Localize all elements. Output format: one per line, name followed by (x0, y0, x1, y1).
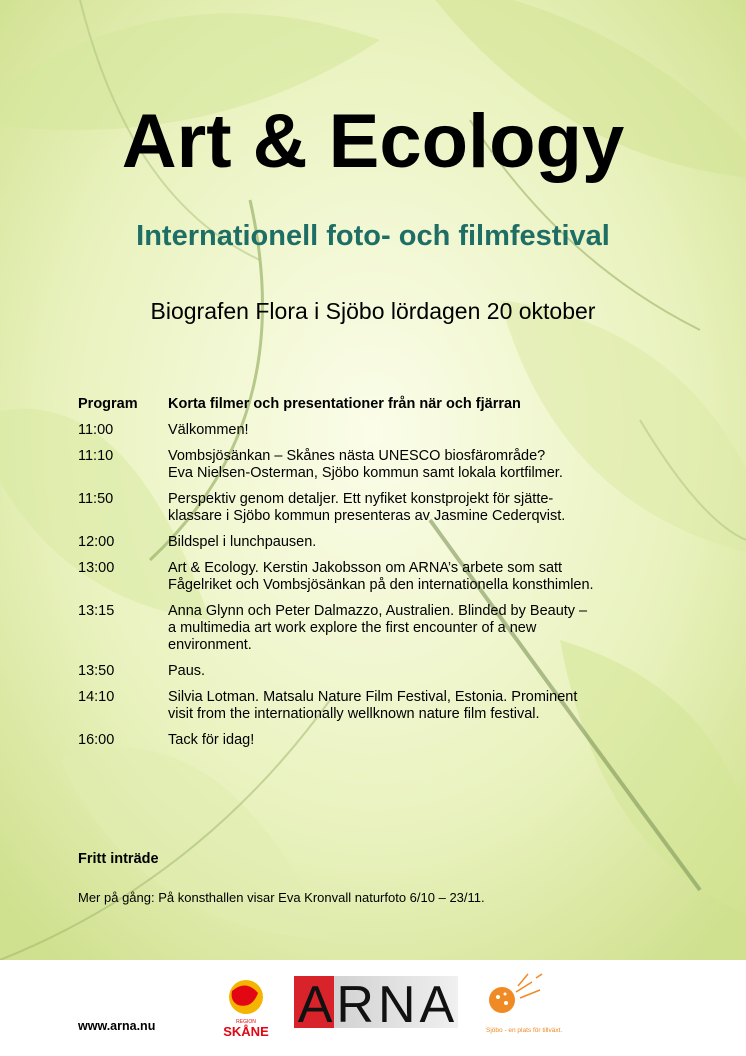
program-line: Välkommen! (168, 422, 249, 438)
program-line: visit from the internationally wellknown nature film festival. (168, 706, 540, 722)
program-item (78, 491, 718, 525)
program-line: Fågelriket och Vombsjösänkan på den internationella konsthimlen. (168, 577, 594, 593)
program-description (168, 448, 718, 482)
poster-subtitle: Internationell foto- och filmfestival (136, 220, 610, 252)
arna-text: ARNA (297, 976, 458, 1028)
venue-date: Biografen Flora i Sjöbo lördagen 20 oktober (150, 298, 596, 324)
skane-small-text: REGION (236, 1019, 256, 1025)
program-item (78, 732, 718, 749)
program-description (168, 422, 718, 439)
program-time: 11:00 (78, 422, 114, 438)
program-time: 14:10 (78, 689, 115, 705)
program-time: 16:00 (78, 732, 115, 748)
program-line: Paus. (168, 663, 206, 679)
program-item (78, 663, 718, 680)
program-item (78, 422, 718, 439)
program-item (78, 448, 718, 482)
program-description (168, 491, 718, 525)
free-entry: Fritt inträde (78, 851, 159, 867)
program-line: Art & Ecology. Kerstin Jakobsson om ARNA’s arbete som satt (168, 560, 563, 576)
program-line: Perspektiv genom detaljer. Ett nyfiket konstprojekt för sjätte- (168, 491, 554, 507)
program-line: klassare i Sjöbo kommun presenteras av Jasmine Cederqvist. (168, 508, 566, 524)
program-item (78, 560, 718, 594)
poster-title: Art & Ecology (121, 99, 625, 184)
skane-name-text: SKÅNE (223, 1024, 269, 1039)
program-header-label: Program (78, 396, 138, 412)
website-link[interactable]: www.arna.nu (78, 1019, 156, 1033)
program-time: 11:10 (78, 448, 114, 464)
program-time: 13:15 (78, 603, 115, 619)
program-header-description: Korta filmer och presentationer från när och fjärran (168, 396, 521, 412)
more-events: Mer på gång: På konsthallen visar Eva Kronvall naturfoto 6/10 – 23/11. (78, 890, 485, 905)
program-line: a multimedia art work explore the first encounter of a new (168, 620, 537, 636)
program-line: environment. (168, 637, 252, 653)
program-line: Anna Glynn och Peter Dalmazzo, Australien. Blinded by Beauty – (168, 603, 588, 619)
program-time: 12:00 (78, 534, 115, 550)
region-skane-logo (218, 975, 274, 1039)
program-line: Bildspel i lunchpausen. (168, 534, 317, 550)
program-line: Silvia Lotman. Matsalu Nature Film Festival, Estonia. Prominent (168, 689, 578, 705)
program-description (168, 732, 718, 749)
sjobo-tagline: Sjöbo - en plats för tillväxt. (486, 1027, 563, 1034)
program-line: Tack för idag! (168, 732, 255, 748)
program-time: 13:00 (78, 560, 115, 576)
program-description (168, 560, 718, 594)
program-item (78, 689, 718, 723)
program-description (168, 663, 718, 680)
program-time: 13:50 (78, 663, 115, 679)
program-description (168, 534, 718, 551)
program-description (168, 603, 718, 654)
program-schedule (78, 396, 718, 758)
program-item (78, 534, 718, 551)
program-line: Eva Nielsen-Osterman, Sjöbo kommun samt lokala kortfilmer. (168, 465, 563, 481)
program-header (78, 396, 718, 412)
program-line: Vombsjösänkan – Skånes nästa UNESCO biosfärområde? (168, 448, 546, 464)
program-description (168, 689, 718, 723)
sjobo-logo (480, 970, 590, 1036)
program-time: 11:50 (78, 491, 114, 507)
program-item (78, 603, 718, 654)
arna-logo (294, 976, 458, 1028)
